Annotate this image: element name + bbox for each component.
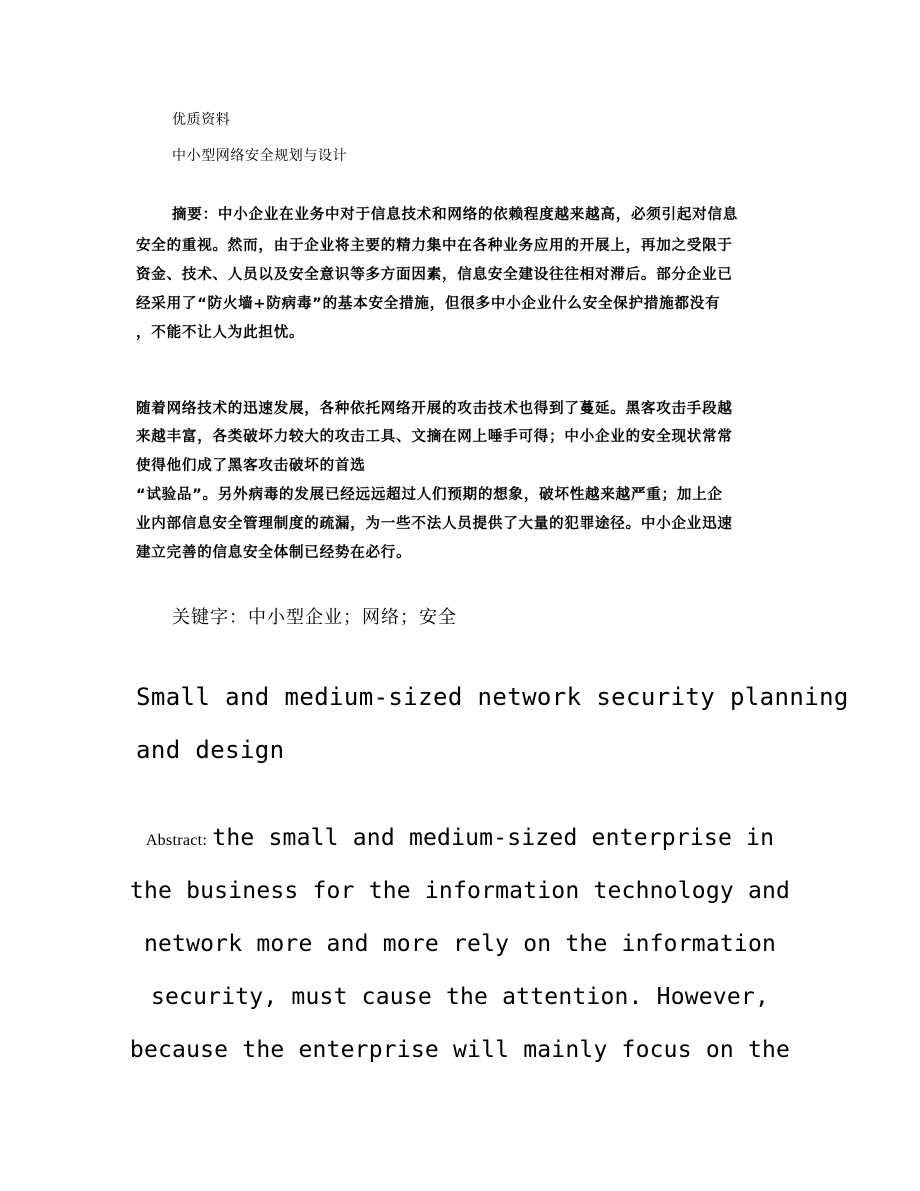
abstract-cn-line: 摘要：中小企业在业务中对于信息技术和网络的依赖程度越来越高，必须引起对信息 xyxy=(172,207,739,223)
abstract-en-first-line xyxy=(100,825,820,851)
abstract-cn-line: ，不能不让人为此担忧。 xyxy=(136,325,305,341)
abstract-en-line: security, must cause the attention. However, xyxy=(150,984,770,1010)
body-cn-line: 使得他们成了黑客攻击破坏的首选 xyxy=(136,458,366,474)
body-cn-line: “试验品”。另外病毒的发展已经远远超过人们预期的想象，破坏性越来越严重；加上企 xyxy=(136,487,723,503)
abstract-en-line: the business for the information technology and xyxy=(129,878,791,904)
abstract-en-text: the small and medium-sized enterprise in xyxy=(212,825,775,851)
abstract-cn-line: 安全的重视。然而，由于企业将主要的精力集中在各种业务应用的开展上，再加之受限于 xyxy=(136,238,733,254)
body-cn-line: 业内部信息安全管理制度的疏漏，为一些不法人员提供了大量的犯罪途径。中小企业迅速 xyxy=(136,516,733,532)
abstract-en-label: Abstract: xyxy=(145,832,208,849)
title-en-line: Small and medium-sized network security planning xyxy=(136,683,849,711)
keywords: 关键字：中小型企业；网络；安全 xyxy=(172,607,457,628)
abstract-en-line: because the enterprise will mainly focus on the xyxy=(129,1037,791,1063)
body-cn-line: 来越丰富，各类破坏力较大的攻击工具、文摘在网上唾手可得；中小企业的安全现状常常 xyxy=(136,429,733,445)
body-cn-line: 建立完善的信息安全体制已经势在必行。 xyxy=(136,545,412,561)
abstract-en-line: network more and more rely on the information xyxy=(143,931,777,957)
abstract-cn-line: 资金、技术、人员以及安全意识等多方面因素，信息安全建设往往相对滞后。部分企业已 xyxy=(136,267,733,283)
abstract-cn-line: 经采用了“防火墙+防病毒”的基本安全措施，但很多中小企业什么安全保护措施都没有 xyxy=(136,296,721,312)
title-en-line: and design xyxy=(136,736,285,764)
document-title-cn: 中小型网络安全规划与设计 xyxy=(172,148,348,164)
body-cn-line: 随着网络技术的迅速发展，各种依托网络开展的攻击技术也得到了蔓延。黑客攻击手段越 xyxy=(136,401,733,417)
header-label: 优质资料 xyxy=(172,112,231,128)
